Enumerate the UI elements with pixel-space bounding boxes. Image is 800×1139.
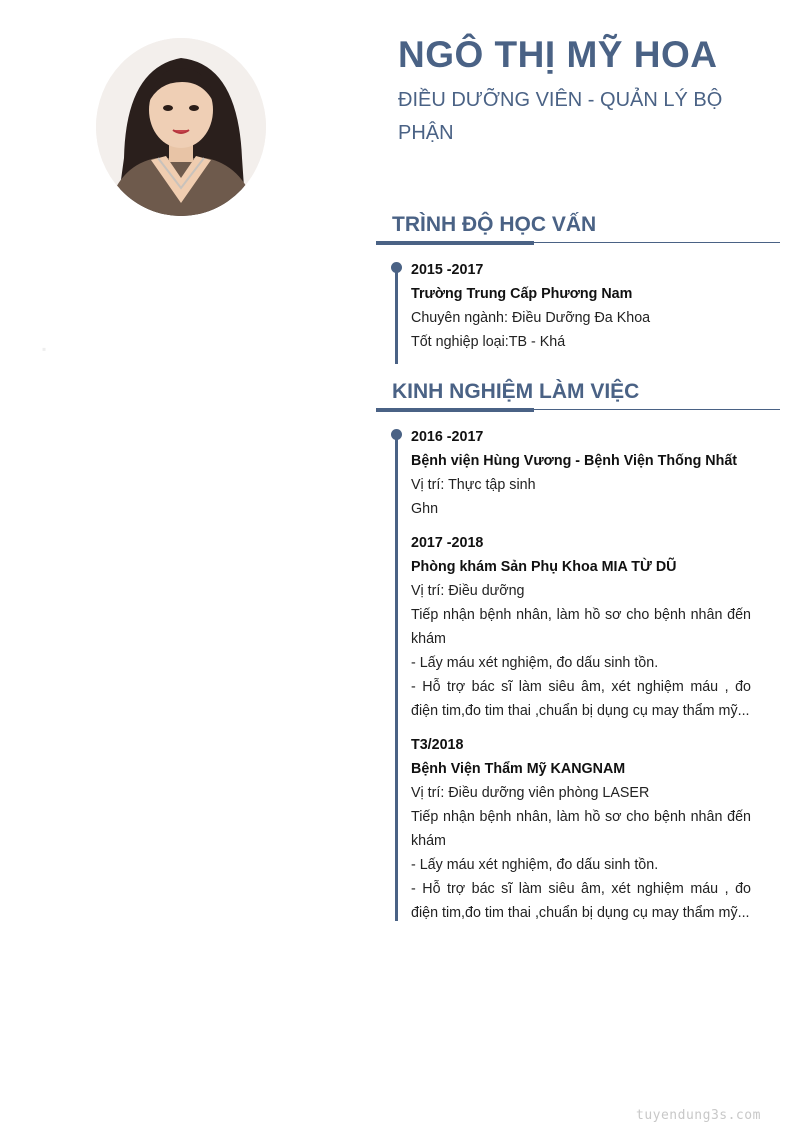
entry-detail: - Hỗ trợ bác sĩ làm siêu âm, xét nghiệm máu , đo điện tim,đo tim thai ,chuẩn bị dụng cụ may thẩm mỹ... <box>411 679 751 719</box>
experience-entry <box>394 733 764 925</box>
entry-detail: Tốt nghiệp loại:TB - Khá <box>411 334 566 350</box>
entry-period: 2015 -2017 <box>411 262 484 278</box>
entry-detail: Chuyên ngành: Điều Dưỡng Đa Khoa <box>411 310 651 326</box>
entry-detail: Vị trí: Điều dưỡng <box>411 583 525 599</box>
experience-entry <box>394 425 764 521</box>
timeline-dot <box>391 262 402 273</box>
timeline-dot <box>391 429 402 440</box>
heading-accent-bar <box>376 408 534 412</box>
entry-organization: Bệnh Viện Thẩm Mỹ KANGNAM <box>411 761 626 777</box>
experience-timeline <box>394 425 764 921</box>
profile-photo-image <box>96 38 266 216</box>
experience-heading <box>376 379 780 410</box>
entry-detail: Ghn <box>411 501 439 517</box>
entry-detail: Vị trí: Thực tập sinh <box>411 477 536 493</box>
education-heading <box>376 212 780 243</box>
education-entry <box>394 258 764 354</box>
entry-organization: Trường Trung Cấp Phương Nam <box>411 286 633 302</box>
faint-watermark-mark: ▪ <box>42 342 47 356</box>
entry-detail: - Hỗ trợ bác sĩ làm siêu âm, xét nghiệm máu , đo điện tim,đo tim thai ,chuẩn bị dụng cụ may thẩm mỹ... <box>411 881 751 921</box>
entry-detail: Vị trí: Điều dưỡng viên phòng LASER <box>411 785 650 801</box>
experience-entry <box>394 531 764 723</box>
entry-detail: Tiếp nhận bệnh nhân, làm hồ sơ cho bệnh nhân đến khám <box>411 809 751 849</box>
entry-detail: - Lấy máu xét nghiệm, đo dấu sinh tồn. <box>411 857 659 873</box>
entry-detail: - Lấy máu xét nghiệm, đo dấu sinh tồn. <box>411 655 659 671</box>
profile-photo <box>96 38 266 216</box>
entry-period: 2017 -2018 <box>411 535 484 551</box>
entry-organization: Phòng khám Sản Phụ Khoa MIA TỪ DŨ <box>411 559 677 575</box>
education-heading-text: TRÌNH ĐỘ HỌC VẤN <box>392 213 597 236</box>
education-timeline <box>394 258 764 364</box>
entry-organization: Bệnh viện Hùng Vương - Bệnh Viện Thống Nhất <box>411 453 738 469</box>
timeline-line <box>395 435 398 921</box>
site-watermark: tuyendung3s.com <box>636 1108 761 1123</box>
entry-period: T3/2018 <box>411 737 464 753</box>
timeline-line <box>395 268 398 364</box>
entry-period: 2016 -2017 <box>411 429 484 445</box>
entry-detail: Tiếp nhận bệnh nhân, làm hồ sơ cho bệnh nhân đến khám <box>411 607 751 647</box>
experience-heading-text: KINH NGHIỆM LÀM VIỆC <box>392 380 640 403</box>
candidate-title: ĐIỀU DƯỠNG VIÊN - QUẢN LÝ BỘ PHẬN <box>398 89 723 144</box>
candidate-name: NGÔ THỊ MỸ HOA <box>398 34 718 75</box>
heading-accent-bar <box>376 241 534 245</box>
